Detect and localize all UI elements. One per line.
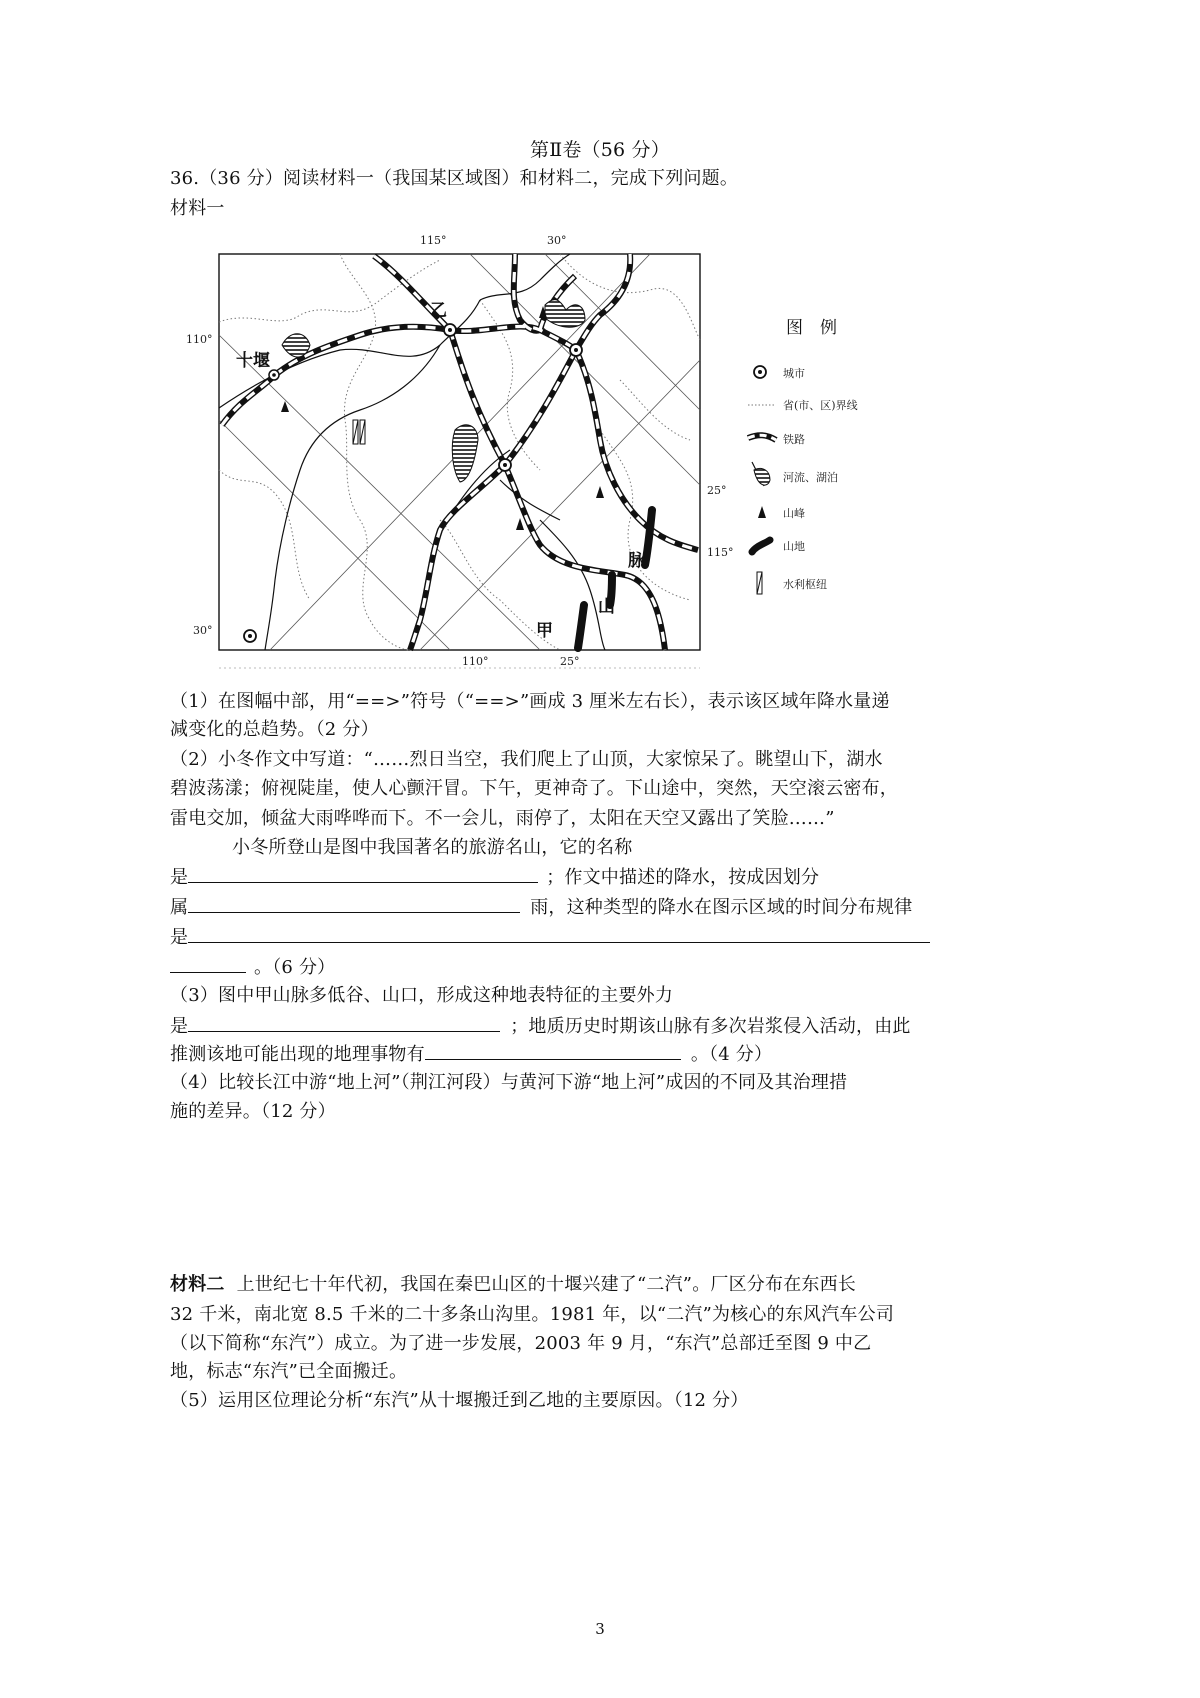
peak-icon [758,506,766,518]
q2-line1: （2）小冬作文中写道：“……烈日当空，我们爬上了山顶，大家惊呆了。眺望山下，湖水 [170,749,883,770]
city-icon [570,344,582,356]
q3-b1-suffix: ；地质历史时期该山脉有多次岩浆侵入活动，由此 [510,1016,911,1037]
mountain-icon [752,540,770,552]
q2-b3-prefix: 是 [170,927,189,948]
q2-line3: 雷电交加，倾盆大雨哗哗而下。不一会儿，雨停了，太阳在天空又露出了笑脸……” [170,808,835,829]
q1-line2: 减变化的总趋势。（2 分） [170,719,379,740]
lat-label-left-30: 30° [193,624,213,637]
question-36-intro: 36.（36 分）阅读材料一（我国某区域图）和材料二，完成下列问题。 [170,168,739,189]
material-2-line1-row [170,1272,856,1298]
map-canvas [0,0,1200,720]
lon-label-top-115: 115° [420,234,447,247]
place-label-yi: 乙 [430,301,447,321]
q3-answer-blank-features[interactable] [425,1041,681,1060]
map-legend [748,318,858,594]
q2-b1-suffix: ；作文中描述的降水，按成因划分 [546,867,820,888]
place-label-jia: 甲 [536,621,553,641]
material-2-label: 材料二 [170,1274,225,1295]
q5-line: （5）运用区位理论分析“东汽”从十堰搬迁到乙地的主要原因。（12 分） [170,1390,749,1411]
q3-b2-prefix: 推测该地可能出现的地理事物有 [170,1044,425,1065]
q3-line1: （3）图中甲山脉多低谷、山口，形成这种地表特征的主要外力 [170,985,674,1006]
lat-label-right-25: 25° [707,484,727,497]
q2-b4-suffix: 。（6 分） [254,957,336,978]
place-label-mai: 脉 [628,551,645,571]
dam-icon [757,572,762,594]
cities [244,324,582,642]
q3-b1-prefix: 是 [170,1016,189,1037]
railway-icon [748,435,776,440]
lake-shiyan [282,334,310,357]
q2-line2: 碧波荡漾；俯视陡崖，使人心颤汗冒。下午，更神奇了。下山途中，突然，天空滚云密布， [170,778,898,799]
legend-label-river-lake: 河流、湖泊 [783,471,838,484]
q3-answer-blank-external-force[interactable] [188,1013,500,1032]
lat-label-top-30: 30° [547,234,567,247]
q2-blank1-row [170,864,819,891]
q2-b1-prefix: 是 [170,867,189,888]
q2-answer-blank-distribution[interactable] [188,924,930,943]
q4-line1: （4）比较长江中游“地上河”（荆江河段）与黄河下游“地上河”成因的不同及其治理措 [170,1072,848,1093]
q2-blank4-row [170,954,335,981]
q2-answer-blank-rain-type[interactable] [188,894,520,913]
peak-icon [516,518,524,530]
lake-north [545,300,585,328]
dam-icon [353,420,365,444]
lon-label-bottom-110: 110° [462,655,489,668]
q3-blank1-row [170,1013,911,1040]
legend-label-mountain: 山地 [783,540,805,553]
place-label-shan: 山 [598,597,615,617]
q3-b2-suffix: 。（4 分） [690,1044,773,1065]
lat-label-left-110: 110° [186,333,213,346]
lon-label-right-115: 115° [707,546,734,559]
legend-title: 图 例 [786,318,837,338]
lat-label-bottom-25: 25° [560,655,580,668]
city-icon [754,366,766,378]
legend-label-city: 城市 [783,367,805,380]
city-icon [269,370,279,380]
section-heading: 第Ⅱ卷（56 分） [530,139,670,161]
material-2-line2: 32 千米，南北宽 8.5 千米的二十多条山沟里。1981 年，以“二汽”为核心的东风汽车公司 [170,1304,895,1325]
q4-line2: 施的差异。（12 分） [170,1101,336,1122]
mountain-range-jia [578,510,652,648]
q2-b2-suffix: 雨，这种类型的降水在图示区域的时间分布规律 [530,897,913,918]
q2-blank3-row [170,924,930,951]
legend-label-railway: 铁路 [783,433,805,446]
city-icon [444,324,456,336]
material-1-label: 材料一 [170,198,225,219]
city-icon [244,630,256,642]
q2-blank2-row [170,894,912,921]
q2-b2-prefix: 属 [170,897,189,918]
material-2-line4: 地，标志“东汽”已全面搬迁。 [170,1361,408,1382]
map-area [0,0,1200,720]
material-2-line1: 上世纪七十年代初，我国在秦巴山区的十堰兴建了“二汽”。厂区分布在东西长 [236,1274,857,1295]
q2-answer-blank-mountain[interactable] [188,864,538,883]
q2-line4: 小冬所登山是图中我国著名的旅游名山，它的名称 [232,837,633,858]
river-lake-icon [752,462,770,486]
material-2-line3: （以下简称“东汽”）成立。为了进一步发展，2003 年 9 月，“东汽”总部迁至图 9 中乙 [170,1333,872,1354]
place-label-shiyan: 十堰 [236,351,270,371]
peak-icon [596,486,604,498]
page-number: 3 [595,1620,605,1638]
q1-line1: （1）在图幅中部，用“==>”符号（“==>”画成 3 厘米左右长），表示该区域年降水量递 [170,691,890,712]
city-icon [499,459,511,471]
legend-label-peak: 山峰 [783,507,805,520]
lake-central [452,425,478,482]
legend-label-dam: 水利枢纽 [783,578,827,591]
q2-answer-blank-distribution-cont[interactable] [170,954,246,973]
legend-label-boundary: 省(市、区)界线 [783,399,858,412]
q3-blank2-row [170,1041,772,1068]
